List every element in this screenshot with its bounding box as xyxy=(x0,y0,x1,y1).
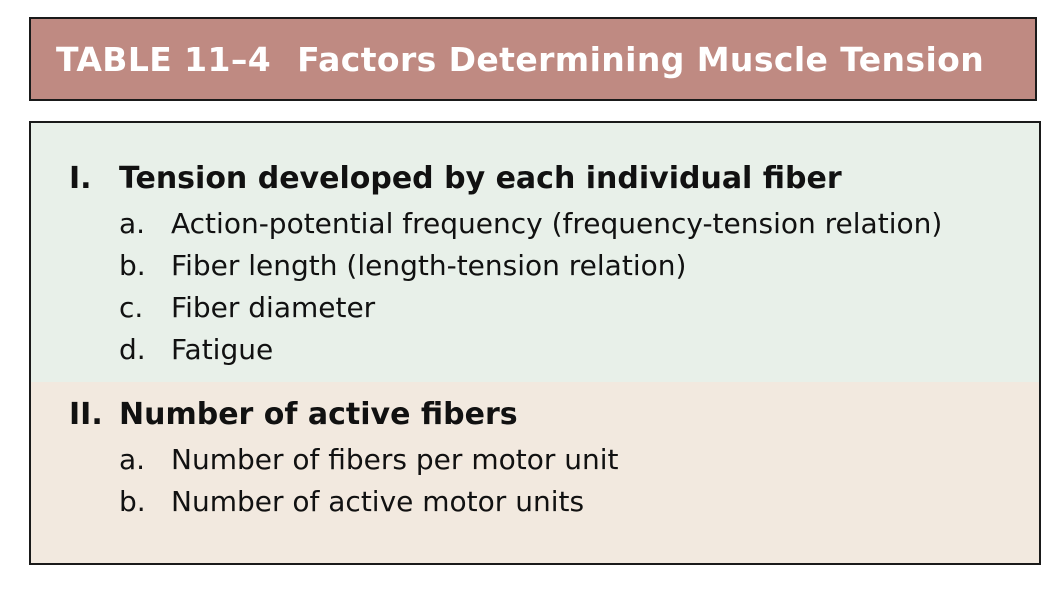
item-letter: d. xyxy=(119,333,146,366)
table-body xyxy=(29,121,1041,565)
table-title xyxy=(56,40,984,79)
factor-list xyxy=(119,203,942,371)
item-text: Fiber length (length-tension relation) xyxy=(171,249,687,282)
section-numeral: I. xyxy=(69,161,92,196)
item-text: Fatigue xyxy=(171,333,274,366)
item-text: Fiber diameter xyxy=(171,291,376,324)
section-heading-text: Number of active fibers xyxy=(119,397,518,432)
table-number: TABLE 11–4 xyxy=(56,39,272,79)
item-letter: c. xyxy=(119,291,144,324)
list-item xyxy=(119,203,942,245)
list-item xyxy=(119,481,619,523)
section-tension-per-fiber xyxy=(31,123,1039,382)
item-letter: a. xyxy=(119,443,146,476)
section-numeral: II. xyxy=(69,397,103,432)
factor-list xyxy=(119,439,619,523)
table-title-text: Factors Determining Muscle Tension xyxy=(297,39,985,79)
list-item xyxy=(119,329,942,371)
item-text: Number of active motor units xyxy=(171,485,585,518)
item-text: Number of fibers per motor unit xyxy=(171,443,619,476)
section-heading xyxy=(69,397,518,433)
list-item xyxy=(119,245,942,287)
item-letter: b. xyxy=(119,249,146,282)
item-letter: b. xyxy=(119,485,146,518)
item-text: Action-potential frequency (frequency-tension relation) xyxy=(171,207,943,240)
section-active-fibers xyxy=(31,382,1039,563)
list-item xyxy=(119,287,942,329)
section-heading-text: Tension developed by each individual fiber xyxy=(119,161,842,196)
table-title-banner xyxy=(29,17,1037,101)
list-item xyxy=(119,439,619,481)
section-heading xyxy=(69,161,842,197)
item-letter: a. xyxy=(119,207,146,240)
